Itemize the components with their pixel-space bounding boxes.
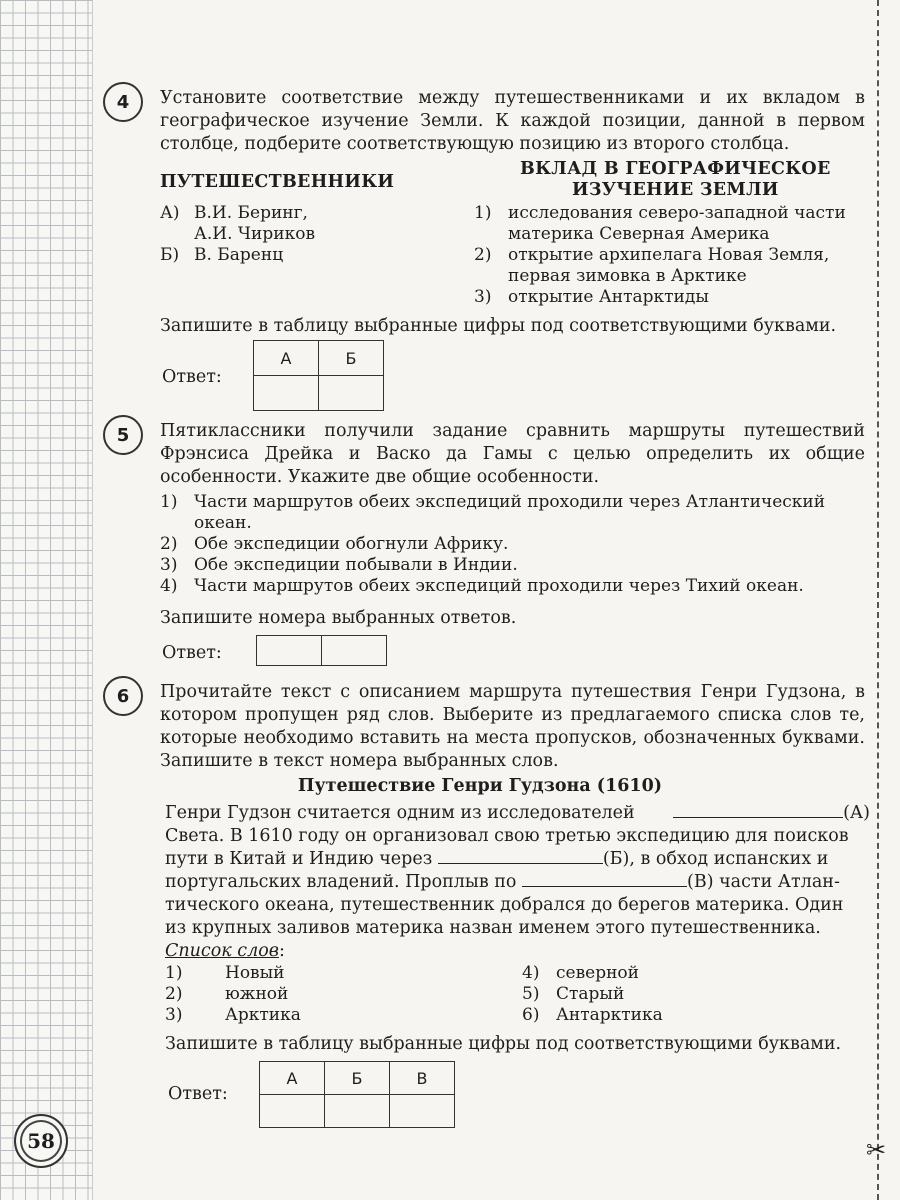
task-4-right-header-1: ВКЛАД В ГЕОГРАФИЧЕСКОЕ	[520, 159, 831, 179]
list-item: 4) северной	[522, 963, 639, 983]
list-item: Б) В. Баренц	[160, 245, 284, 265]
table-header-b: Б	[319, 341, 384, 376]
scissors-icon: ✂	[866, 1136, 887, 1164]
list-item: А) В.И. Беринг,	[160, 203, 308, 223]
list-item: 4) Части маршрутов обеих экспедиций проходили через Тихий океан.	[160, 576, 804, 596]
text-line: тического океана, путешественник добрался до берегов материка. Один	[165, 895, 844, 915]
task-5-answer-label: Ответ:	[162, 643, 222, 663]
list-item: 5) Старый	[522, 984, 625, 1004]
task-5-options: 1) Части маршрутов обеих экспедиций проходили через Атлантический океан. 2) Обе экспедиции обогнули Африку. 3) Обе экспедиции побывали в Индии. 4) Части маршрутов обеих экспедиций проходили через Тихий океан.	[160, 492, 870, 597]
table-header-b: Б	[325, 1062, 390, 1095]
task-5-prompt: Пятиклассники получили задание сравнить маршруты путешествий Фрэнсиса Дрейка и Васко да Гамы с целью определить их общие особенности. Укажите две общие особенности.	[160, 421, 865, 487]
answer-cell-a[interactable]	[260, 1095, 325, 1128]
task-6-answer-table	[259, 1061, 455, 1128]
task-4-answer-label: Ответ:	[162, 367, 222, 387]
blank-a[interactable]	[673, 803, 843, 818]
table-header-a: А	[254, 341, 319, 376]
list-item: 1) исследования северо-западной части	[474, 203, 846, 223]
task-6-prompt: Прочитайте текст с описанием маршрута путешествия Генри Гудзона, в котором пропущен ряд слов. Выберите из предлагаемого списка слов те, которые необходимо вставить на места пропусков, обозначенных буквами. Запишите в текст номера выбранных слов.	[160, 682, 865, 771]
task-5-instruction: Запишите номера выбранных ответов.	[160, 608, 517, 628]
task-4-right-list: 1) исследования северо-западной части материка Северная Америка 2) открытие архипелага Новая Земля, первая зимовка в Арктике 3) открытие Антарктиды	[474, 203, 869, 308]
answer-cell-1[interactable]	[257, 636, 322, 666]
word-list-right	[522, 963, 822, 1026]
list-item: А.И. Чириков	[194, 224, 316, 244]
list-item: 1) Новый	[165, 963, 285, 983]
task-6-instruction: Запишите в таблицу выбранные цифры под соответствующими буквами.	[165, 1034, 842, 1054]
list-item: 2) Обе экспедиции обогнули Африку.	[160, 534, 509, 554]
task-5-answer-table	[256, 635, 387, 666]
blank-v[interactable]	[522, 872, 687, 887]
list-item: 3) Обе экспедиции побывали в Индии.	[160, 555, 518, 575]
list-item: 3) открытие Антарктиды	[474, 287, 709, 307]
table-header-v: В	[390, 1062, 455, 1095]
task-4-number: 4	[103, 82, 143, 122]
task-4-instruction: Запишите в таблицу выбранные цифры под соответствующими буквами.	[160, 316, 837, 336]
list-item: 3) Арктика	[165, 1005, 301, 1025]
answer-cell-2[interactable]	[322, 636, 387, 666]
text-line: из крупных заливов материка назван именем этого путешественника.	[165, 918, 821, 938]
text-line: Генри Гудзон считается одним из исследователей	[165, 803, 635, 823]
answer-cell-v[interactable]	[390, 1095, 455, 1128]
task-6-number: 6	[103, 676, 143, 716]
list-item: 2) южной	[165, 984, 289, 1004]
task-6-answer-label: Ответ:	[168, 1084, 228, 1104]
list-item: 6) Антарктика	[522, 1005, 663, 1025]
task-4-left-list	[160, 203, 460, 266]
grid-margin	[0, 0, 93, 1200]
task-4-prompt: Установите соответствие между путешественниками и их вкладом в географическое изучение Земли. К каждой позиции, данной в первом столбце, подберите соответствующую позицию из второго столбца.	[160, 88, 865, 154]
answer-cell-b[interactable]	[319, 376, 384, 411]
list-item: 2) открытие архипелага Новая Земля,	[474, 245, 830, 265]
blank-b[interactable]	[438, 849, 603, 864]
cut-line	[877, 0, 879, 1200]
task-4-right-header-2: ИЗУЧЕНИЕ ЗЕМЛИ	[572, 180, 779, 200]
text-line: Света. В 1610 году он организовал свою третью экспедицию для поисков	[165, 826, 849, 846]
task-6-list-title: Список слов:	[165, 941, 285, 961]
answer-cell-a[interactable]	[254, 376, 319, 411]
answer-cell-b[interactable]	[325, 1095, 390, 1128]
task-4-answer-table	[253, 340, 384, 411]
task-4-left-header: ПУТЕШЕСТВЕННИКИ	[160, 172, 395, 192]
task-6-text: Генри Гудзон считается одним из исследователей (А) Света. В 1610 году он организовал свою третью экспедицию для поисков пути в Китай и Индию через (Б), в обход испанских и португальских владений. Проплыв по (В) части Атлан- тического океана, путешественник добрался до берегов материка. Один из крупных заливов материка назван именем этого путешественника.	[165, 803, 870, 938]
word-list-left	[165, 963, 465, 1026]
page-number: 58	[14, 1114, 68, 1168]
task-6-text-title: Путешествие Генри Гудзона (1610)	[297, 776, 663, 796]
table-header-a: А	[260, 1062, 325, 1095]
task-5-number: 5	[103, 415, 143, 455]
list-item: 1) Части маршрутов обеих экспедиций проходили через Атлантический	[160, 492, 826, 512]
